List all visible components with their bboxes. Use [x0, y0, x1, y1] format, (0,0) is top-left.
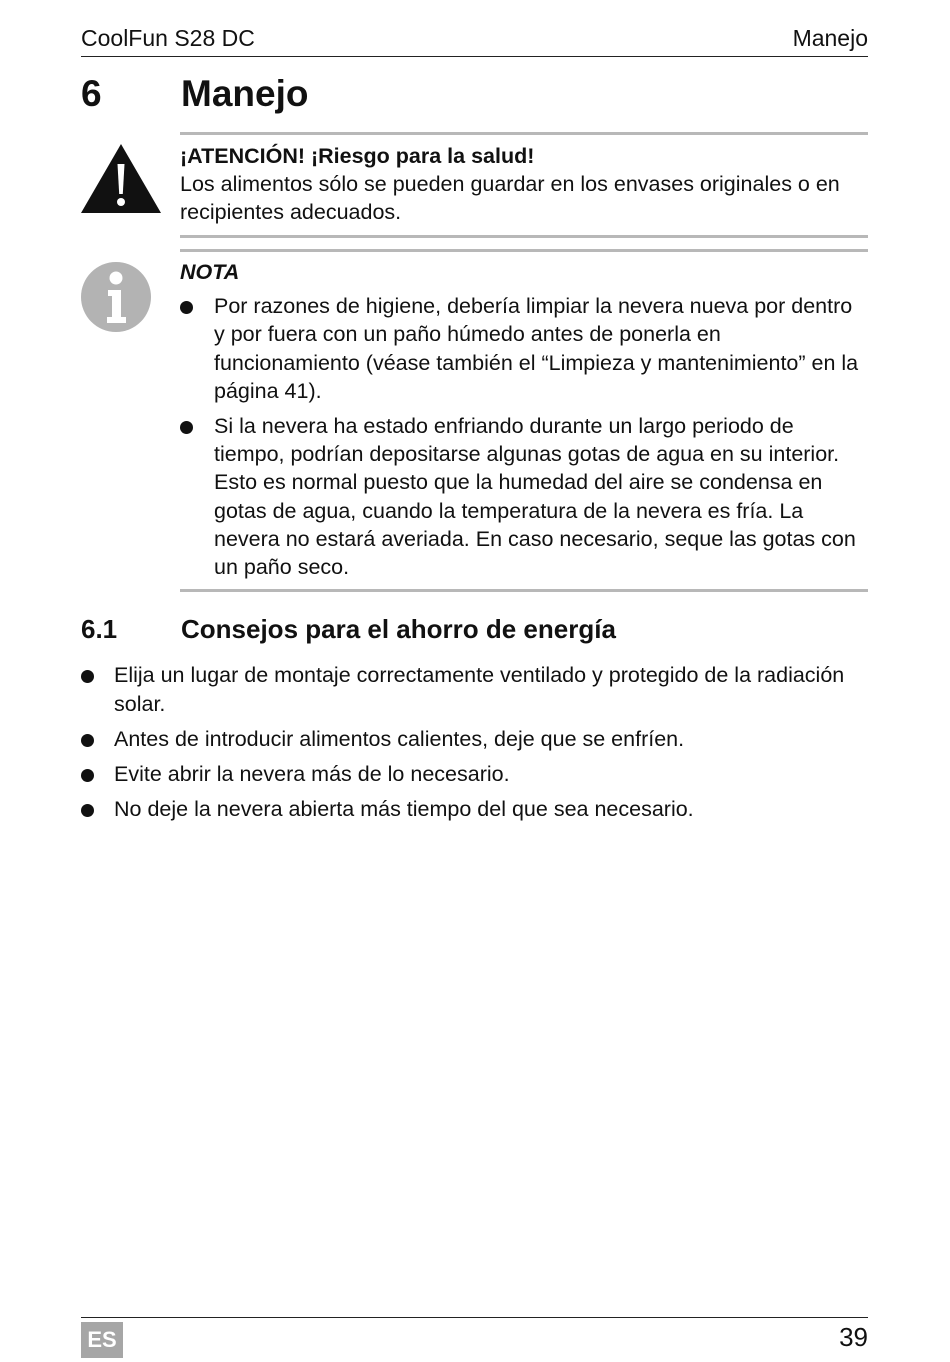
- note-item-text: Si la nevera ha estado enfriando durante un largo periodo de tiempo, podrían depositarse algunas gotas de agua en su interior. Esto es normal puesto que la humedad del aire se condensa en gotas de agua, cuando la temperatura de la nevera es fría. La nevera no estará averiada. En caso necesario, seque las gotas con un paño seco.: [214, 414, 856, 580]
- note-item: [180, 412, 868, 581]
- note-item: [180, 292, 868, 405]
- bullet-icon: [81, 804, 94, 817]
- note-list: [180, 292, 868, 581]
- warning-notice: [180, 132, 868, 238]
- list-item-text: Elija un lugar de montaje correctamente ventilado y protegido de la radiación solar.: [114, 663, 845, 716]
- energy-tips-list: [81, 661, 868, 830]
- note-title: NOTA: [180, 260, 240, 284]
- list-item-text: Antes de introducir alimentos calientes, deje que se enfríen.: [114, 726, 685, 751]
- warning-title: ¡ATENCIÓN! ¡Riesgo para la salud!: [180, 144, 535, 168]
- warning-triangle-icon: [80, 142, 162, 214]
- list-item-text: No deje la nevera abierta más tiempo del que sea necesario.: [114, 796, 694, 821]
- note-item-text: Por razones de higiene, debería limpiar la nevera nueva por dentro y por fuera con un paño húmedo antes de ponerla en funcionamiento (véase también el “Limpieza y mantenimiento” en la página 41).: [214, 294, 859, 403]
- running-footer: [81, 1317, 868, 1358]
- list-item: [81, 795, 868, 824]
- header-section: Manejo: [792, 25, 868, 51]
- info-icon: [80, 261, 152, 333]
- section-number: 6.1: [81, 614, 118, 644]
- chapter-number: 6: [81, 73, 102, 114]
- list-item-text: Evite abrir la nevera más de lo necesario.: [114, 761, 510, 786]
- header-product: CoolFun S28 DC: [81, 25, 255, 51]
- section-title: Consejos para el ahorro de energía: [181, 614, 616, 644]
- page-number: 39: [839, 1322, 868, 1352]
- note-box: [180, 249, 868, 592]
- running-header: [81, 24, 868, 57]
- bullet-icon: [81, 769, 94, 782]
- bullet-icon: [81, 670, 94, 683]
- list-item: [81, 725, 868, 754]
- warning-text: Los alimentos sólo se pueden guardar en los envases originales o en recipientes adecuados.: [180, 172, 840, 224]
- language-badge: ES: [81, 1322, 123, 1358]
- bullet-icon: [180, 421, 193, 434]
- bullet-icon: [81, 734, 94, 747]
- list-item: [81, 661, 868, 718]
- bullet-icon: [180, 301, 193, 314]
- chapter-title: Manejo: [181, 73, 309, 114]
- list-item: [81, 760, 868, 789]
